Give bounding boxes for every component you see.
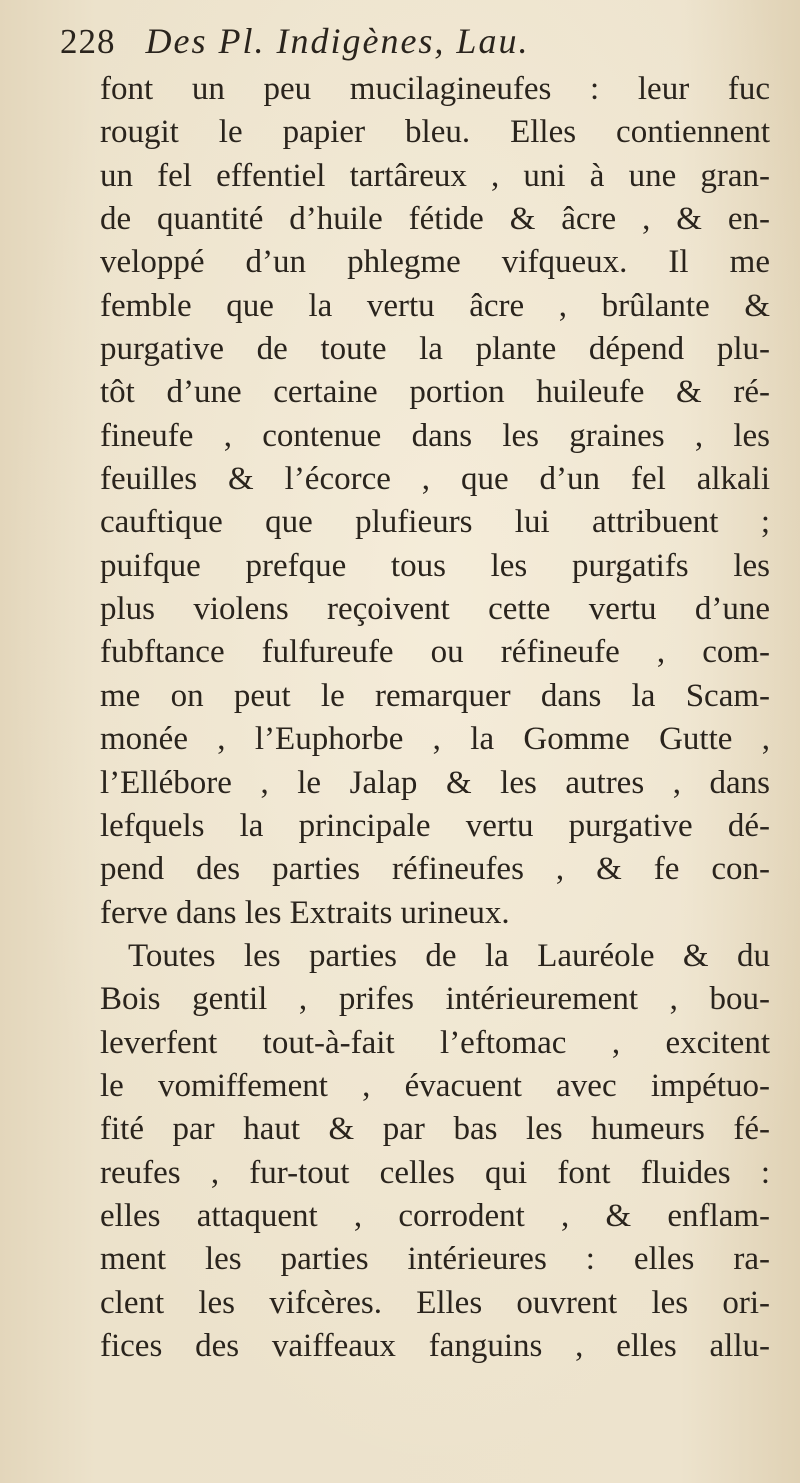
text-line: tôt d’une certaine portion huileufe & ré- xyxy=(100,374,770,411)
text-line: fité par haut & par bas les humeurs fé- xyxy=(100,1111,770,1148)
page-header xyxy=(60,20,760,70)
text-line: reufes , fur-tout celles qui font fluides : xyxy=(100,1154,770,1191)
text-line: clent les vifcères. Elles ouvrent les ori- xyxy=(100,1284,770,1321)
text-line: cauftique que plufieurs lui attribuent ; xyxy=(100,504,770,541)
text-line: ment les parties intérieures : elles ra- xyxy=(100,1241,770,1278)
text-line: font un peu mucilagineufes : leur fuc xyxy=(100,71,770,107)
page-number: 228 xyxy=(60,22,116,61)
text-line: elles attaquent , corrodent , & enflam- xyxy=(100,1197,770,1234)
text-line: plus violens reçoivent cette vertu d’une xyxy=(100,591,770,628)
text-line: lefquels la principale vertu purgative dé- xyxy=(100,807,770,844)
text-line: purgative de toute la plante dépend plu- xyxy=(100,331,770,368)
text-line: fices des vaiffeaux fanguins , elles allu- xyxy=(100,1327,770,1364)
text-line: pend des parties réfineufes , & fe con- xyxy=(100,851,770,888)
text-line: feuilles & l’écorce , que d’un fel alkali xyxy=(100,461,770,498)
text-line: l’Ellébore , le Jalap & les autres , dans xyxy=(100,764,770,801)
running-head: Des Pl. Indigènes, Lau. xyxy=(145,21,530,61)
text-line: un fel effentiel tartâreux , uni à une gran- xyxy=(100,157,770,194)
text-line: Toutes les parties de la Lauréole & du xyxy=(128,937,770,974)
text-line: rougit le papier bleu. Elles contiennent xyxy=(100,114,770,151)
text-line: femble que la vertu âcre , brûlante & xyxy=(100,287,770,324)
text-line: le vomiffement , évacuent avec impétuo- xyxy=(100,1067,770,1104)
body-text xyxy=(100,68,770,1368)
text-line: me on peut le remarquer dans la Scam- xyxy=(100,677,770,714)
text-line: de quantité d’huile fétide & âcre , & en- xyxy=(100,201,770,238)
text-line: fubftance fulfureufe ou réfineufe , com- xyxy=(100,634,770,671)
text-line: leverfent tout-à-fait l’eftomac , excitent xyxy=(100,1024,770,1061)
text-line: puifque prefque tous les purgatifs les xyxy=(100,547,770,584)
text-line: ferve dans les Extraits urineux. xyxy=(100,894,510,931)
text-line: fineufe , contenue dans les graines , les xyxy=(100,417,770,454)
text-line: Bois gentil , prifes intérieurement , bou- xyxy=(100,981,770,1018)
text-line: veloppé d’un phlegme vifqueux. Il me xyxy=(100,244,770,281)
text-line: monée , l’Euphorbe , la Gomme Gutte , xyxy=(100,721,770,758)
